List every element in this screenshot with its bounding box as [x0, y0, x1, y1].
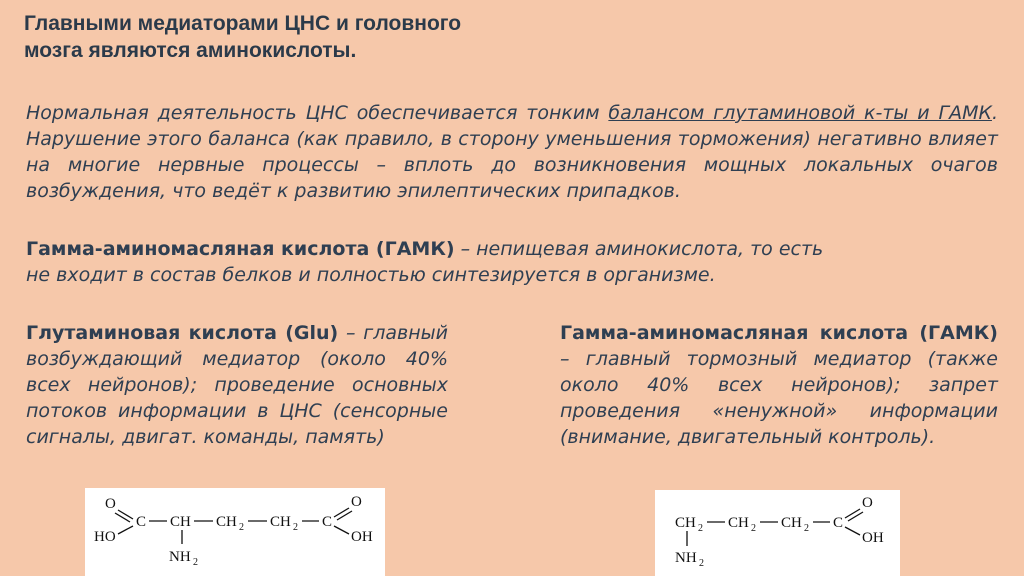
- gaba-double-bond-2: [848, 512, 863, 521]
- glu-ch2-b-sub: 2: [293, 522, 298, 533]
- glu-ch2-a: CH: [216, 514, 237, 530]
- glu-ch2-b: CH: [270, 514, 291, 530]
- intro-underlined-text: балансом глутаминовой к-ты и ГАМК: [608, 102, 992, 124]
- slide-title: [24, 10, 704, 64]
- glu-ho: HO: [94, 529, 116, 545]
- glu-c1: C: [136, 514, 147, 530]
- title-line-2: мозга являются аминокислоты.: [24, 39, 357, 62]
- glu-bond-ho: [118, 526, 133, 534]
- glu-nh-sub: 2: [193, 557, 198, 568]
- gaba-oh: OH: [862, 530, 884, 546]
- intro-paragraph: [26, 100, 998, 204]
- gaba-column: [560, 320, 998, 450]
- gaba-double-bond-1: [845, 509, 860, 518]
- gaba-ch2-c-sub: 2: [804, 523, 809, 534]
- glu-o-top-left: O: [105, 496, 116, 512]
- glu-o-top-right: O: [351, 494, 362, 510]
- glu-ch2-a-sub: 2: [239, 522, 244, 533]
- intro-text-end: . Нарушение этого баланса (как правило, в сторону уменьшения торможения) негативно влияет на многие нервные процессы – вплоть до возникновения мощных локальных очагов возбуждения, что ведёт к развитию эпилептических припадков.: [26, 102, 998, 202]
- gaba-ch2-a: CH: [675, 515, 696, 531]
- gaba-term: Гамма-аминомасляная кислота (ГАМК): [560, 322, 998, 344]
- gaba-definition-term: Гамма-аминомасляная кислота (ГАМК): [26, 238, 455, 260]
- glu-oh: OH: [351, 529, 373, 545]
- gaba-definition-text-2: не входит в состав белков и полностью синтезируется в организме.: [26, 264, 716, 286]
- gaba-bond-oh: [845, 527, 860, 535]
- gaba-o-top: O: [862, 495, 873, 511]
- glutamate-column: [26, 320, 448, 450]
- gaba-nh-sub: 2: [699, 558, 704, 569]
- gaba-definition-text-1: – непищевая аминокислота, то есть: [454, 238, 824, 260]
- intro-text-start: Нормальная деятельность ЦНС обеспечивается тонким: [26, 102, 609, 124]
- gaba-definition-paragraph: [26, 236, 966, 288]
- glutamate-term: Глутаминовая кислота (Glu): [26, 322, 339, 344]
- gaba-description: – главный тормозный медиатор (также около 40% всех нейронов); запрет проведения «ненужной» информации (внимание, двигательный контроль).: [560, 348, 998, 448]
- glu-double-bond-left-1: [118, 510, 133, 519]
- glutamate-description: – главный возбуждающий медиатор (около 40% всех нейронов); проведение основных потоков информации в ЦНС (сенсорные сигналы, двигат. команды, память): [26, 322, 448, 448]
- gaba-ch2-b: CH: [728, 515, 749, 531]
- glu-double-bond-left-2: [115, 513, 130, 522]
- glu-c2: C: [322, 514, 333, 530]
- glutamate-structural-formula: [85, 488, 385, 576]
- gaba-c: C: [833, 515, 844, 531]
- glu-double-bond-right-2: [337, 511, 352, 520]
- glu-double-bond-right-1: [334, 508, 349, 517]
- glu-ch: CH: [170, 514, 191, 530]
- glu-nh: NH: [169, 549, 191, 565]
- gaba-ch2-a-sub: 2: [698, 523, 703, 534]
- title-line-1: Главными медиаторами ЦНС и головного: [24, 12, 462, 35]
- gaba-nh: NH: [675, 550, 697, 566]
- gaba-structural-formula: [655, 490, 900, 576]
- glu-bond-oh: [334, 526, 349, 534]
- gaba-ch2-c: CH: [781, 515, 802, 531]
- gaba-ch2-b-sub: 2: [751, 523, 756, 534]
